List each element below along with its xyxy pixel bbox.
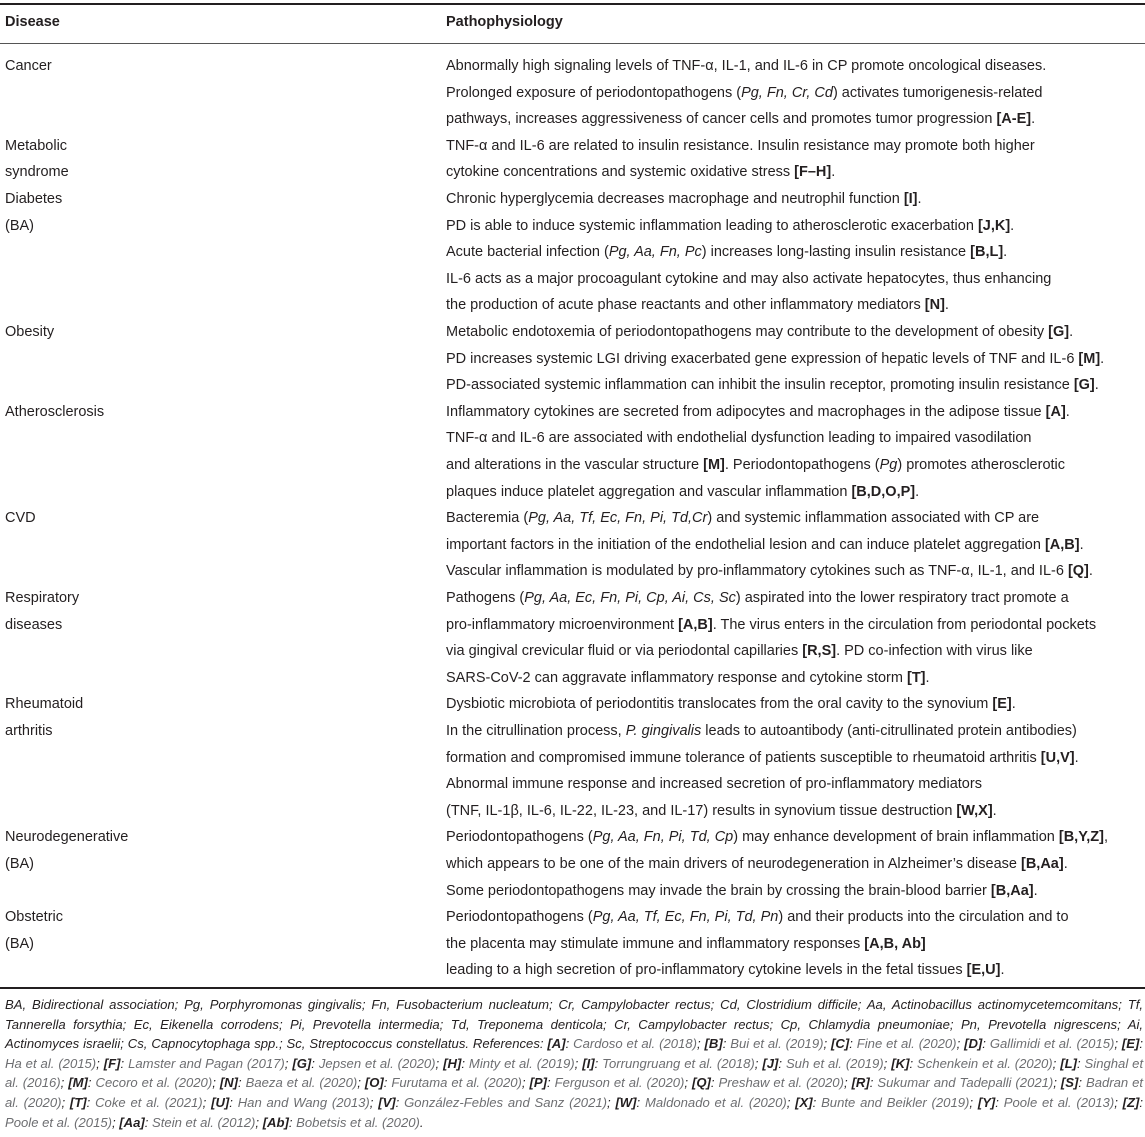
reference-key: [K] — [891, 1055, 910, 1071]
header-rule — [0, 43, 1145, 44]
reference-key: [Aa] — [119, 1114, 145, 1130]
disease-label: (BA) — [5, 217, 34, 234]
reference-key: [I] — [582, 1055, 595, 1071]
pathophysiology-line — [446, 718, 1079, 745]
text-segment: SARS-CoV-2 can aggravate inflammatory response and cytokine storm — [446, 669, 907, 686]
text-segment: via gingival crevicular fluid or via periodontal capillaries — [446, 643, 803, 660]
text-segment: cytokine concentrations and systemic oxidative stress — [446, 164, 795, 181]
reference-citation: Badran et al. (2020) — [5, 1075, 1144, 1110]
text-segment: . — [1069, 324, 1074, 340]
text-segment: plaques induce platelet aggregation and vascular inflammation — [446, 483, 852, 500]
reference-key: [B,L] — [970, 244, 1004, 261]
pathophysiology-line — [446, 452, 1070, 479]
reference-key: [Y] — [977, 1094, 996, 1110]
disease-label: Diabetes — [5, 191, 63, 207]
reference-citation: Suh et al. (2019) — [785, 1055, 884, 1071]
text-segment: . — [1065, 403, 1070, 420]
text-segment: PD-associated systemic inflammation can inhibit the insulin receptor, promoting insulin resistance — [446, 377, 1074, 394]
pathophysiology-line — [446, 745, 1079, 772]
pathophysiology-line — [446, 319, 1104, 346]
table-bottom-rule — [0, 987, 1145, 989]
text-segment: Acute bacterial infection ( — [446, 244, 609, 261]
disease-label: (BA) — [5, 935, 34, 952]
reference-key: [W,X] — [956, 802, 993, 819]
reference-key: [E] — [992, 696, 1012, 713]
pathophysiology-line — [446, 239, 1051, 266]
text-segment: formation and compromised immune tolerance of patients susceptible to rheumatoid arthritis — [446, 749, 1041, 766]
text-segment: . Periodontopathogens ( — [724, 456, 880, 473]
text-segment: . — [1088, 563, 1093, 580]
text-segment: Vascular inflammation is modulated by pro-inflammatory cytokines such as TNF-α, IL-1, and IL-6 — [446, 563, 1068, 580]
reference-citation: Maldonado et al. (2020) — [644, 1094, 787, 1110]
pathophysiology-cell — [446, 585, 1096, 691]
reference-key: [B,D,O,P] — [851, 483, 916, 500]
reference-citation: González-Febles and Sanz (2021) — [404, 1094, 607, 1110]
reference-key: [A,B] — [678, 616, 713, 633]
disease-cell — [5, 53, 52, 80]
reference-citation: Preshaw et al. (2020) — [718, 1075, 844, 1091]
reference-key: [A] — [547, 1036, 566, 1052]
text-segment: PD is able to induce systemic inflammation leading to atherosclerotic exacerbation — [446, 217, 978, 234]
text-segment: . — [1079, 536, 1084, 553]
reference-citation: Cecoro et al. (2020) — [95, 1075, 213, 1091]
column-header-pathophysiology: Pathophysiology — [446, 14, 563, 30]
pathophysiology-line — [446, 425, 1070, 452]
reference-citation: Cardoso et al. (2018) — [573, 1036, 697, 1052]
text-segment: Inflammatory cytokines are secreted from adipocytes and macrophages in the adipose tissue — [446, 403, 1046, 420]
disease-cell — [5, 824, 128, 877]
text-segment: Some periodontopathogens may invade the brain by crossing the brain-blood barrier — [446, 882, 991, 899]
pathophysiology-line — [446, 585, 1096, 612]
text-segment: In the citrullination process, — [446, 722, 626, 739]
text-segment: TNF-α and IL-6 are related to insulin resistance. Insulin resistance may promote both higher — [446, 137, 1035, 154]
pathogen-abbrev: P. gingivalis — [625, 722, 702, 739]
column-header-disease: Disease — [5, 14, 60, 30]
reference-key: [F] — [103, 1055, 121, 1071]
disease-cell — [5, 505, 36, 532]
reference-citation: Gallimidi et al. (2015) — [989, 1036, 1115, 1052]
pathogen-abbrev: Pg, Aa, Fn, Pc — [608, 244, 702, 261]
disease-label: Rheumatoid — [5, 696, 84, 713]
pathophysiology-line — [446, 851, 1108, 878]
pathophysiology-line — [446, 505, 1093, 532]
reference-key: [B,Aa] — [990, 882, 1034, 899]
pathophysiology-line — [446, 399, 1070, 426]
pathophysiology-line — [446, 53, 1046, 80]
text-segment: pathways, increases aggressiveness of cancer cells and promotes tumor progression — [446, 111, 997, 128]
text-segment: . The virus enters in the circulation from periodontal pockets — [712, 616, 1097, 633]
reference-key: [S] — [1060, 1075, 1079, 1091]
text-segment: Periodontopathogens ( — [446, 909, 593, 926]
reference-key: [A] — [1045, 403, 1066, 420]
disease-label: Obstetric — [5, 909, 64, 926]
reference-citation: Fine et al. (2020) — [856, 1036, 957, 1052]
pathophysiology-line — [446, 665, 1096, 692]
text-segment: ) may enhance development of brain inflammation — [733, 829, 1059, 846]
reference-citation: Baeza et al. (2020) — [245, 1075, 358, 1091]
disease-cell — [5, 585, 79, 638]
reference-key: [U,V] — [1040, 749, 1075, 766]
pathophysiology-line — [446, 824, 1108, 851]
pathophysiology-line — [446, 771, 1079, 798]
pathophysiology-line — [446, 878, 1108, 905]
pathophysiology-line — [446, 798, 1079, 825]
text-segment: ) activates tumorigenesis-related — [832, 84, 1043, 101]
reference-key: [T] — [69, 1094, 87, 1110]
reference-key: [A,B, Ab] — [864, 935, 926, 952]
table-footnote — [5, 995, 1143, 1132]
disease-cell — [5, 133, 69, 186]
text-segment: ) and systemic inflammation associated with CP are — [707, 510, 1040, 527]
footnote-references: [A]: Cardoso et al. (2018); [B]: Bui et al. (2019); [C]: Fine et al. (2020); [D]: Gallimidi et al. (2015); [E]: Ha et al. (2015); [F]: Lamster and Pagan (2017); [G]: Jepsen et al. (2020); [H]: Minty et al. (2019); [I]: Torrungruang et al. (2018); [J]: Suh et al. (2019); [K]: Schenkein et al. (2020); [L]: Singhal et al. (2016); [M]: Cecoro et al. (2020); [N]: Baeza et al. (2020); [O]: Furutama et al. (2020); [P]: Ferguson et al. (2020); [Q]: Preshaw et al. (2020); [R]: Sukumar and Tadepalli (2021); [S]: Badran et al. (2020); [T]: Coke et al. (2021); [U]: Han and Wang (2013); [V]: González-Febles and Sanz (2021); [W]: Maldonado et al. (2020); [X]: Bunte and Beikler (2019); [Y]: Poole et al. (2013); [Z]: Poole et al. (2015); [Aa]: Stein et al. (2012); [Ab]: Bobetsis et al. (2020). — [5, 1036, 1144, 1130]
reference-key: [H] — [443, 1055, 462, 1071]
reference-key: [R] — [851, 1075, 870, 1091]
reference-key: [J] — [762, 1055, 779, 1071]
pathophysiology-cell — [446, 186, 1051, 319]
text-segment: TNF-α and IL-6 are associated with endothelial dysfunction leading to impaired vasodilation — [446, 430, 1032, 447]
reference-key: [V] — [378, 1094, 396, 1110]
pathophysiology-line — [446, 691, 1079, 718]
reference-citation: Singhal et al. (2016) — [5, 1055, 1144, 1091]
reference-citation: Schenkein et al. (2020) — [917, 1055, 1053, 1071]
reference-key: [I] — [903, 191, 918, 207]
reference-key: [X] — [795, 1094, 813, 1110]
disease-cell — [5, 399, 104, 426]
text-segment: the placenta may stimulate immune and inflammatory responses — [446, 935, 865, 952]
text-segment: . — [1094, 377, 1099, 394]
reference-key: [M] — [68, 1075, 88, 1091]
pathophysiology-cell — [446, 399, 1070, 505]
reference-key: [N] — [219, 1075, 238, 1091]
text-segment: which appears to be one of the main drivers of neurodegeneration in Alzheimer’s disease — [446, 855, 1021, 872]
text-segment: . — [1011, 696, 1016, 713]
text-segment: . — [917, 191, 922, 207]
reference-citation: Jepsen et al. (2020) — [318, 1055, 436, 1071]
reference-key: [Ab] — [262, 1114, 289, 1130]
reference-citation: Poole et al. (2013) — [1003, 1094, 1115, 1110]
pathogen-abbrev: Pg, Aa, Tf, Ec, Fn, Pi, Td, Pn — [592, 909, 779, 926]
text-segment: . — [915, 483, 920, 500]
reference-key: [Q] — [1067, 563, 1089, 580]
pathophysiology-cell — [446, 505, 1093, 585]
pathophysiology-cell — [446, 53, 1046, 133]
text-segment: ) increases long-lasting insulin resistance — [701, 244, 971, 261]
reference-citation: Coke et al. (2021) — [95, 1094, 203, 1110]
pathophysiology-line — [446, 80, 1046, 107]
text-segment: . — [944, 297, 949, 314]
text-segment: ) promotes atherosclerotic — [897, 456, 1066, 473]
pathophysiology-line — [446, 213, 1051, 240]
text-segment: Abnormal immune response and increased secretion of pro-inflammatory mediators — [446, 776, 982, 793]
text-segment: . — [1100, 350, 1105, 367]
disease-label: Respiratory — [5, 590, 80, 606]
reference-citation: Lamster and Pagan (2017) — [128, 1055, 285, 1071]
text-segment: , — [1103, 829, 1108, 846]
text-segment: . — [1063, 855, 1068, 872]
reference-key: [P] — [529, 1075, 547, 1091]
text-segment: . — [992, 802, 997, 819]
text-segment: Chronic hyperglycemia decreases macrophage and neutrophil function — [446, 191, 904, 207]
text-segment: Abnormally high signaling levels of TNF-α, IL-1, and IL-6 in CP promote oncological diseases. — [446, 58, 1047, 74]
pathogen-abbrev: Pg, Aa, Ec, Fn, Pi, Cp, Ai, Cs, Sc — [524, 590, 736, 606]
reference-key: [D] — [964, 1036, 983, 1052]
table-top-rule — [0, 3, 1145, 5]
reference-citation: Torrungruang et al. (2018) — [602, 1055, 755, 1071]
reference-key: [C] — [831, 1036, 850, 1052]
reference-key: [F–H] — [794, 164, 832, 181]
pathogen-abbrev: Pg, Aa, Fn, Pi, Td, Cp — [592, 829, 734, 846]
reference-key: [B] — [704, 1036, 723, 1052]
disease-label: Atherosclerosis — [5, 403, 105, 420]
pathophysiology-cell — [446, 319, 1104, 399]
text-segment: ) aspirated into the lower respiratory tract promote a — [735, 590, 1069, 606]
reference-citation: Han and Wang (2013) — [237, 1094, 370, 1110]
reference-key: [N] — [924, 297, 945, 314]
pathophysiology-line — [446, 638, 1096, 665]
pathophysiology-line — [446, 904, 1069, 931]
reference-citation: Sukumar and Tadepalli (2021) — [877, 1075, 1054, 1091]
pathophysiology-cell — [446, 904, 1069, 984]
disease-label: Metabolic — [5, 137, 68, 154]
text-segment: . — [1003, 244, 1008, 261]
reference-key: [M] — [1078, 350, 1101, 367]
disease-cell — [5, 904, 63, 957]
text-segment: pro-inflammatory microenvironment — [446, 616, 679, 633]
text-segment: IL-6 acts as a major procoagulant cytokine and may also activate hepatocytes, thus enhancing — [446, 270, 1052, 287]
pathophysiology-line — [446, 346, 1104, 373]
pathophysiology-line — [446, 159, 1035, 186]
text-segment: . — [1033, 882, 1038, 899]
reference-citation: Furutama et al. (2020) — [391, 1075, 522, 1091]
pathogen-abbrev: Pg, Fn, Cr, Cd — [741, 84, 833, 101]
disease-label: syndrome — [5, 164, 69, 181]
text-segment: Bacteremia ( — [446, 510, 529, 527]
text-segment: Prolonged exposure of periodontopathogens ( — [446, 84, 742, 101]
disease-cell — [5, 319, 54, 346]
reference-key: [L] — [1060, 1055, 1077, 1071]
text-segment: leads to autoantibody (anti-citrullinated protein antibodies) — [701, 722, 1077, 739]
pathophysiology-line — [446, 931, 1069, 958]
pathophysiology-line — [446, 292, 1051, 319]
reference-key: [W] — [615, 1094, 637, 1110]
disease-label: arthritis — [5, 722, 53, 739]
pathophysiology-line — [446, 266, 1051, 293]
reference-key: [B,Aa] — [1020, 855, 1064, 872]
pathophysiology-line — [446, 372, 1104, 399]
footnote-abbreviations: BA, Bidirectional association; Pg, Porphyromonas gingivalis; Fn, Fusobacterium nucleatum; Cr, Campylobacter rectus; Cd, Clostridium difficile; Aa, Actinobacillus actinomycetemcomitans; Tf, Tannerella forsythia; Ec, Eikenella corrodens; Pi, Prevotella intermedia; Td, Treponema denticola; Cr, Campylobacter rectus; Cp, Chlamydia pneumoniae; Pn, Prevotella nigrescens; Ai, Actinomyces israelii; Cs, Capnocytophaga spp.; Sc, Streptococcus constellatus. References: — [5, 997, 1143, 1052]
pathophysiology-line — [446, 479, 1070, 506]
reference-key: [G] — [1073, 377, 1095, 394]
pathophysiology-line — [446, 558, 1093, 585]
text-segment: the production of acute phase reactants and other inflammatory mediators — [446, 297, 925, 314]
disease-label: diseases — [5, 616, 63, 633]
reference-key: [O] — [364, 1075, 384, 1091]
disease-cell — [5, 691, 83, 744]
reference-key: [E] — [1121, 1036, 1140, 1052]
reference-key: [M] — [703, 456, 725, 473]
reference-citation: Poole et al. (2015) — [5, 1114, 113, 1130]
pathophysiology-line — [446, 612, 1096, 639]
disease-label: Neurodegenerative — [5, 829, 129, 846]
reference-key: [R,S] — [802, 643, 837, 660]
pathophysiology-line — [446, 106, 1046, 133]
pathophysiology-cell — [446, 824, 1108, 904]
reference-key: [Z] — [1122, 1094, 1140, 1110]
reference-citation: Ha et al. (2015) — [5, 1055, 97, 1071]
text-segment: . — [1031, 111, 1036, 128]
reference-key: [J,K] — [977, 217, 1011, 234]
text-segment: . — [925, 669, 930, 686]
pathophysiology-cell — [446, 133, 1035, 186]
reference-key: [Q] — [692, 1075, 711, 1091]
pathophysiology-line — [446, 957, 1069, 984]
text-segment: Periodontopathogens ( — [446, 829, 593, 846]
disease-label: Obesity — [5, 324, 55, 340]
reference-key: [T] — [907, 669, 926, 686]
text-segment: (TNF, IL-1β, IL-6, IL-22, IL-23, and IL-17) results in synovium tissue destruction — [446, 802, 957, 819]
text-segment: Pathogens ( — [446, 590, 525, 606]
text-segment: . — [1074, 749, 1079, 766]
text-segment: ) and their products into the circulation and to — [778, 909, 1069, 926]
text-segment: Metabolic endotoxemia of periodontopathogens may contribute to the development of obesity — [446, 324, 1049, 340]
text-segment: and alterations in the vascular structure — [446, 456, 704, 473]
text-segment: important factors in the initiation of the endothelial lesion and can induce platelet aggregation — [446, 536, 1045, 553]
reference-key: [A,B] — [1044, 536, 1080, 553]
disease-cell — [5, 186, 62, 239]
text-segment: . PD co-infection with virus like — [836, 643, 1033, 660]
reference-key: [G] — [1048, 324, 1070, 340]
disease-label: (BA) — [5, 855, 34, 872]
pathophysiology-line — [446, 186, 1051, 213]
reference-citation: Bui et al. (2019) — [730, 1036, 824, 1052]
reference-key: [A-E] — [996, 111, 1032, 128]
reference-key: [U] — [211, 1094, 230, 1110]
reference-key: [G] — [292, 1055, 312, 1071]
reference-citation: Bunte and Beikler (2019) — [821, 1094, 970, 1110]
reference-citation: Minty et al. (2019) — [468, 1055, 575, 1071]
text-segment: . — [1000, 962, 1005, 979]
pathophysiology-cell — [446, 691, 1079, 824]
reference-key: [B,Y,Z] — [1058, 829, 1104, 846]
text-segment: . — [831, 164, 836, 181]
pathophysiology-line — [446, 133, 1035, 160]
disease-label: CVD — [5, 510, 36, 527]
reference-citation: Bobetsis et al. (2020) — [296, 1114, 420, 1130]
text-segment: . — [1010, 217, 1015, 234]
pathogen-abbrev: Pg, Aa, Tf, Ec, Fn, Pi, Td,Cr — [528, 510, 708, 527]
reference-citation: Stein et al. (2012) — [152, 1114, 256, 1130]
text-segment: PD increases systemic LGI driving exacerbated gene expression of hepatic levels of TNF and IL-6 — [446, 350, 1079, 367]
reference-citation: Ferguson et al. (2020) — [554, 1075, 685, 1091]
pathogen-abbrev: Pg — [879, 456, 898, 473]
disease-label: Cancer — [5, 58, 52, 74]
text-segment: Dysbiotic microbiota of periodontitis translocates from the oral cavity to the synovium — [446, 696, 993, 713]
pathophysiology-line — [446, 532, 1093, 559]
reference-key: [E,U] — [966, 962, 1001, 979]
text-segment: leading to a high secretion of pro-inflammatory cytokine levels in the fetal tissues — [446, 962, 967, 979]
